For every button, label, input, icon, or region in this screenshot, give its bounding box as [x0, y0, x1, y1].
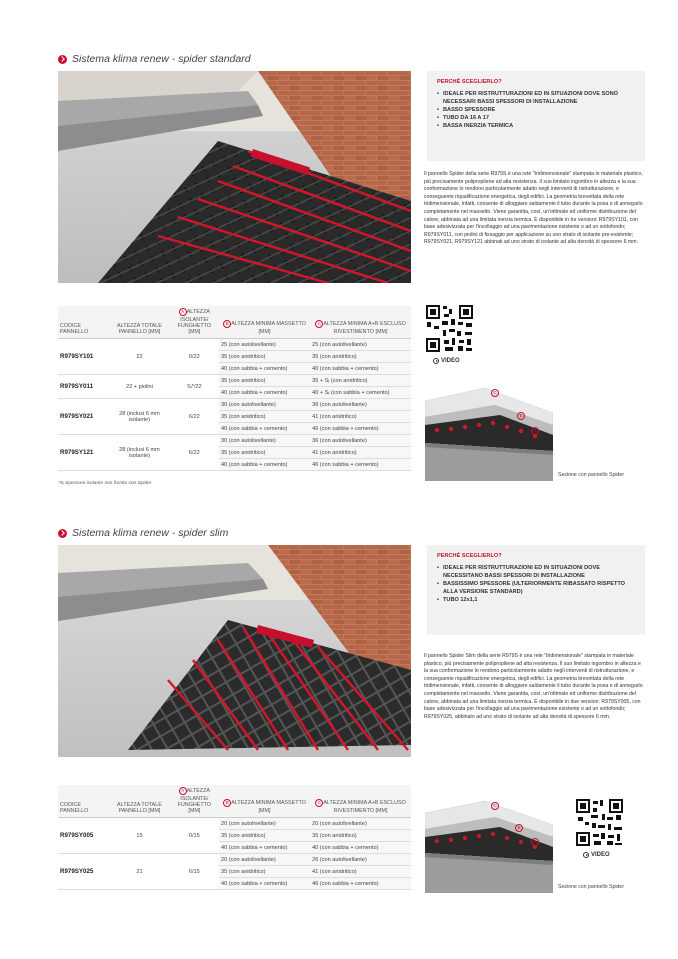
why-choose-box-slim — [427, 545, 645, 635]
section-diagram-standard — [425, 383, 553, 481]
why-item: • TUBO DA 16 A 17 — [437, 114, 635, 122]
why-heading: PERCHÉ SCEGLIERLO? — [437, 79, 502, 85]
table-row: 35 (con anidritico) 35 (con anidritico) — [58, 351, 411, 363]
footnote: *Sᵢ Spessore isolante non fornito con Spider — [58, 481, 152, 486]
layer-a-icon: A — [179, 308, 187, 316]
play-icon — [583, 852, 589, 858]
table-row: R979SY011 22 + piolini Sᵢ*/22 35 (con anidritico) 35 + Sᵢ (con anidritico) — [58, 375, 411, 387]
table-row: R979SY121 28 (inclusi 6 mm isolante) 6/22 30 (con autolivellante) 36 (con autolivellante) — [58, 435, 411, 447]
col-header-a: A ALTEZZA ISOLANTE/ FUNGHETTO [MM] — [170, 306, 219, 339]
section-title-text: Sistema klima renew - spider standard — [72, 53, 251, 65]
layer-a-icon: A — [531, 427, 539, 435]
why-item: • TUBO 12x1,1 — [437, 596, 635, 604]
layer-c-icon: C — [315, 799, 323, 807]
description-slim: Il pannello Spider Slim della serie R979S è una rete "tridimensionale" stampata in materiale plastico, più precisamente polipropilene ad alta resistenza. Il suo limitato ingombro in altezza e la sua conformazione lo rendono particolarmente adatto negli interventi di ristrutturazione, e conseguente riqualificazione energetica, degli edifici. La geometria brevettata della rete tridimensionale, infatti, consente di alloggiare saldamente il tubo durante la posa e di annegarlo completamente nel massetto. Viene garantita, così, un'ottimale ed uniforme distribuzione del calore, abbinata ad una limitata inerzia termica. È disponibile in due versioni: R979SY005, con base adesivizzata per l'incollaggio ad una pavimentazione esistente o ad un sottofondo; R979SY025, abbinato ad uno strato di isolante ad alta densità di spessore 6 mm. — [424, 653, 643, 720]
why-item: • BASSISSIMO SPESSORE (ULTERIORMENTE RIBASSATO RISPETTO ALLA VERSIONE STANDARD) — [437, 580, 635, 596]
why-list — [437, 564, 635, 604]
col-header-b: B ALTEZZA MINIMA MASSETTO [MM] — [219, 785, 310, 818]
why-heading: PERCHÉ SCEGLIERLO? — [437, 553, 502, 559]
table-row: 40 (con sabbia + cemento) 46 (con sabbia + cemento) — [58, 459, 411, 471]
table-row: R979SY021 28 (inclusi 6 mm isolante) 6/22 30 (con autolivellante) 36 (con autolivellante) — [58, 399, 411, 411]
why-item: • IDEALE PER RISTRUTTURAZIONI ED IN SITUAZIONI DOVE NECESSITANO BASSI SPESSORI DI INSTALLAZIONE — [437, 564, 635, 580]
why-item: • IDEALE PER RISTRUTTURAZIONI ED IN SITUAZIONI DOVE SONO NECESSARI BASSI SPESSORI DI INSTALLAZIONE — [437, 90, 635, 106]
qr-code-icon — [575, 798, 624, 847]
layer-b-icon: B — [223, 320, 231, 328]
layer-c-icon: C — [491, 389, 499, 397]
video-link-standard[interactable]: VIDEO — [433, 358, 460, 364]
arrow-bullet-icon — [58, 529, 67, 538]
table-row: R979SY025 21 6/15 20 (con autolivellante) 26 (con autolivellante) — [58, 854, 411, 866]
spec-table-slim — [58, 785, 411, 890]
table-row: 40 (con sabbia + cemento) 40 + Sᵢ (con sabbia + cemento) — [58, 387, 411, 399]
arrow-bullet-icon — [58, 55, 67, 64]
layer-c-icon: C — [491, 802, 499, 810]
section-title-standard — [58, 53, 251, 65]
table-row: 35 (con anidritico) 41 (con anidritico) — [58, 866, 411, 878]
col-header-c: C ALTEZZA MINIMA A+B ESCLUSO RIVESTIMENTO [MM] — [310, 306, 411, 339]
table-row: 35 (con anidritico) 35 (con anidritico) — [58, 830, 411, 842]
table-row: R979SY005 15 0/15 20 (con autolivellante) 20 (con autolivellante) — [58, 818, 411, 830]
table-row: 35 (con anidritico) 41 (con anidritico) — [58, 411, 411, 423]
layer-b-icon: B — [223, 799, 231, 807]
layer-c-icon: C — [315, 320, 323, 328]
col-header-b: B ALTEZZA MINIMA MASSETTO [MM] — [219, 306, 310, 339]
col-header-a: A ALTEZZA ISOLANTE/ FUNGHETTO [MM] — [170, 785, 219, 818]
layer-a-icon: A — [179, 787, 187, 795]
col-header-total: ALTEZZA TOTALE PANNELLO [MM] — [109, 306, 169, 339]
product-photo-slim — [58, 545, 411, 757]
layer-a-icon: A — [531, 838, 539, 846]
qr-code-icon — [425, 304, 474, 353]
col-header-c: C ALTEZZA MINIMA A+B ESCLUSO RIVESTIMENTO [MM] — [310, 785, 411, 818]
why-item: • BASSA INERZIA TERMICA — [437, 122, 635, 130]
table-row: 40 (con sabbia + cemento) 46 (con sabbia + cemento) — [58, 423, 411, 435]
table-row: 35 (con anidritico) 41 (con anidritico) — [58, 447, 411, 459]
why-list — [437, 90, 635, 130]
col-header-code: CODICE PANNELLO — [58, 785, 109, 818]
description-standard: Il pannello Spider della serie R979S è una rete "tridimensionale" stampata in materiale plastico, più precisamente polipropilene ad alta resistenza. Il suo limitato ingombro in altezza e la sua conformazione lo rendono particolarmente adatto negli interventi di ristrutturazione, e conseguente riqualificazione energetica, degli edifici. La geometria brevettata della rete tridimensionale, infatti, consente di alloggiare saldamente il tubo durante la posa e di annegarlo completamente nel massetto. Viene garantita, così, un'ottimale ed uniforme distribuzione del calore, abbinata ad una limitata inerzia termica. È disponibile in tre versioni: R979SY101, con base adesivizzata per l'incollaggio ad una pavimentazione esistente o ad un sottofondo; R979SY011, con piolini di fissaggio per applicazione su uno strato di isolante pre-esistente; R979SY021, R979SY121 abbinati ad uno strato di isolante ad alta densità di spessore 6 mm. — [424, 171, 643, 246]
why-choose-box-standard — [427, 71, 645, 161]
diagram-caption-slim: Sezione con pannello Spider — [558, 884, 625, 890]
play-icon — [433, 358, 439, 364]
section-title-text: Sistema klima renew - spider slim — [72, 527, 229, 539]
col-header-total: ALTEZZA TOTALE PANNELLO [MM] — [109, 785, 169, 818]
section-diagram-slim — [425, 797, 553, 893]
qr-code-standard[interactable] — [425, 304, 474, 358]
diagram-caption-standard: Sezione con pannello Spider — [558, 472, 625, 478]
layer-b-icon: B — [515, 824, 523, 832]
spec-table-standard — [58, 306, 411, 471]
col-header-code: CODICE PANNELLO — [58, 306, 109, 339]
table-row: 40 (con sabbia + cemento) 46 (con sabbia + cemento) — [58, 878, 411, 890]
section-title-slim — [58, 527, 228, 539]
table-row: 40 (con sabbia + cemento) 40 (con sabbia + cemento) — [58, 842, 411, 854]
table-row: 40 (con sabbia + cemento) 40 (con sabbia + cemento) — [58, 363, 411, 375]
product-photo-standard — [58, 71, 411, 283]
video-link-slim[interactable]: VIDEO — [583, 852, 610, 858]
layer-b-icon: B — [517, 412, 525, 420]
why-item: • BASSO SPESSORE — [437, 106, 635, 114]
qr-code-slim[interactable] — [575, 798, 624, 852]
table-row: R979SY101 22 0/22 25 (con autolivellante) 25 (con autolivellante) — [58, 339, 411, 351]
